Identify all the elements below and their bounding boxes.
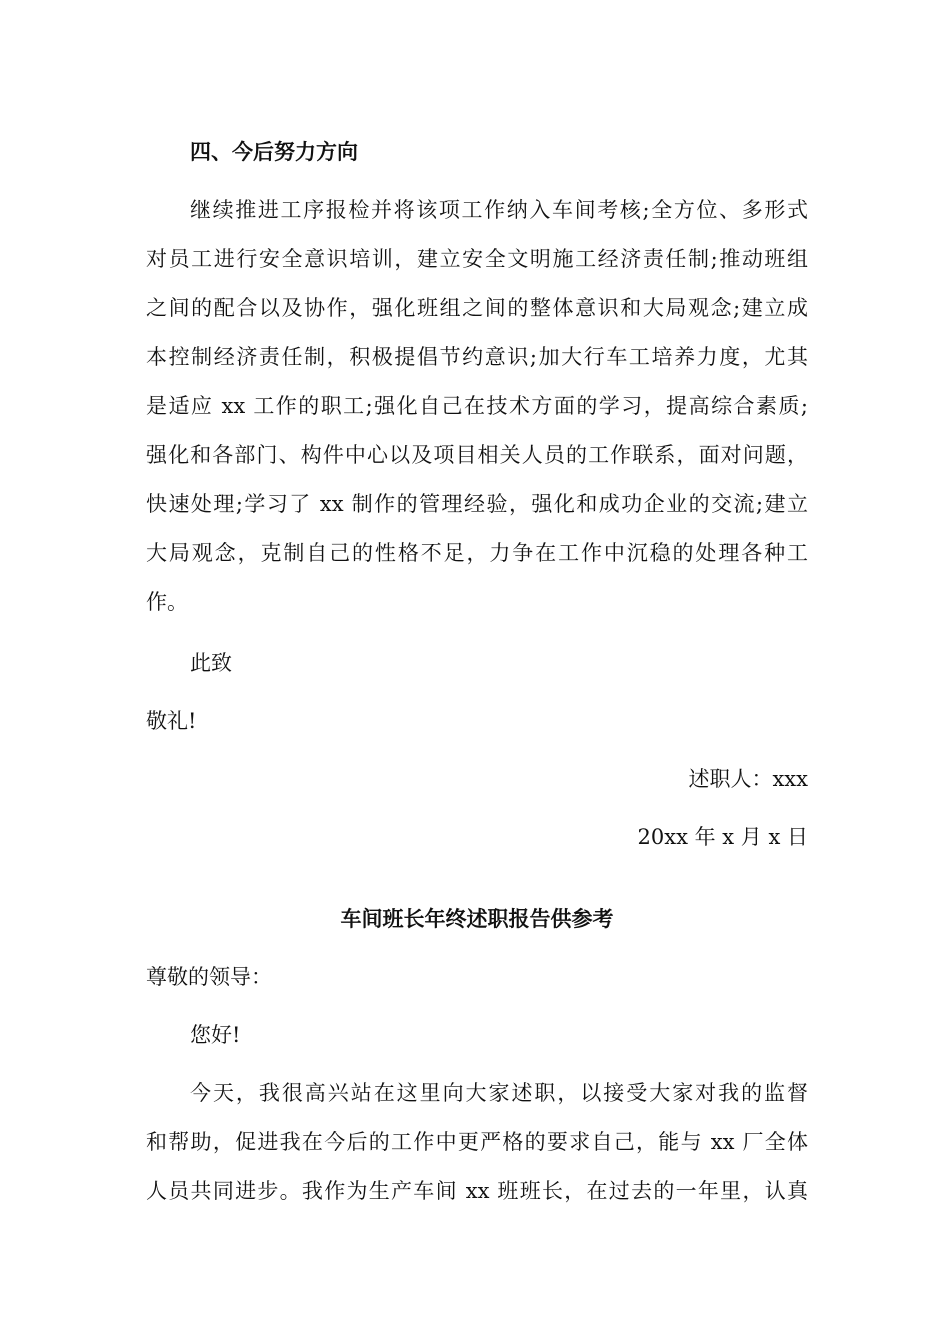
paragraph-line: 和帮助，促进我在今后的工作中更严格的要求自己，能与 xx 厂全体 — [146, 1130, 808, 1154]
signature-date: 20xx 年 x 月 x 日 — [637, 825, 808, 849]
paragraph-line: 强化和各部门、构件中心以及项目相关人员的工作联系，面对问题， — [146, 443, 808, 467]
paragraph-line: 对员工进行安全意识培训，建立安全文明施工经济责任制;推动班组 — [146, 247, 808, 271]
paragraph-line: 人员共同进步。我作为生产车间 xx 班班长，在过去的一年里，认真 — [146, 1179, 808, 1203]
paragraph-line: 是适应 xx 工作的职工;强化自己在技术方面的学习，提高综合素质; — [146, 394, 808, 418]
section-heading: 四、今后努力方向 — [190, 139, 358, 164]
signer-name: 述职人：xxx — [688, 767, 808, 791]
paragraph-line: 之间的配合以及协作，强化班组之间的整体意识和大局观念;建立成 — [146, 296, 808, 320]
salutation-line: 此致 — [190, 651, 232, 675]
paragraph-line: 作。 — [146, 590, 188, 614]
document-title: 车间班长年终述职报告供参考 — [340, 906, 614, 931]
salutation-line: 敬礼! — [146, 709, 197, 733]
paragraph-line: 大局观念，克制自己的性格不足，力争在工作中沉稳的处理各种工 — [146, 541, 808, 565]
greeting-line: 您好! — [190, 1023, 241, 1047]
paragraph-line: 今天，我很高兴站在这里向大家述职，以接受大家对我的监督 — [190, 1081, 808, 1105]
paragraph-line: 继续推进工序报检并将该项工作纳入车间考核;全方位、多形式 — [190, 198, 808, 222]
paragraph-line: 快速处理;学习了 xx 制作的管理经验，强化和成功企业的交流;建立 — [146, 492, 808, 516]
greeting-line: 尊敬的领导： — [146, 965, 272, 989]
paragraph-line: 本控制经济责任制，积极提倡节约意识;加大行车工培养力度，尤其 — [146, 345, 808, 369]
